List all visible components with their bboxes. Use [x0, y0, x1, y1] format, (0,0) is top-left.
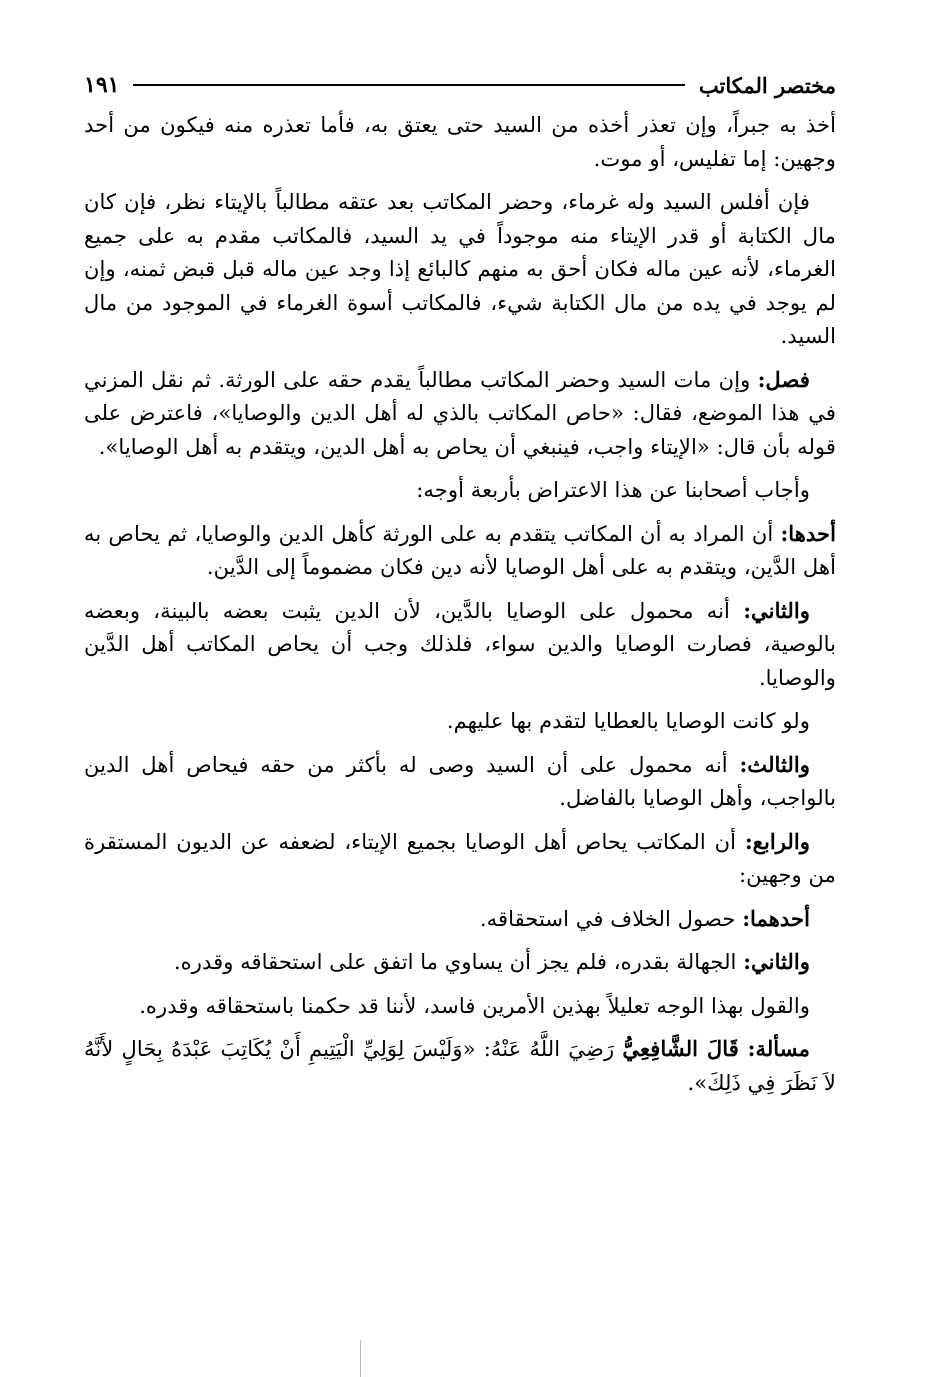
paragraph-8: [84, 748, 836, 815]
paragraph-term: والثاني:: [743, 949, 810, 974]
paragraph-text: ولو كانت الوصايا بالعطايا لتقدم بها عليهم.: [446, 708, 810, 733]
paragraph-11: [84, 945, 836, 979]
paragraph-term: أحدهما:: [742, 905, 810, 931]
paragraph-text: وإن مات السيد وحضر المكاتب مطالباً يقدم حقه على الورثة. ثم نقل المزني في هذا الموضع، فقال: «حاص المكاتب بالذي له أهل الدين والوصايا»، فاعترض على قوله بأن قال: «الإيتاء واجب، فينبغي أن يحاص به أهل الدين، ويتقدم به أهل الوصايا».: [84, 366, 836, 459]
paragraph-text: أنه محمول على الوصايا بالدَّين، لأن الدين يثبت بعضه بالبينة، وبعضه بالوصية، فصارت الوصايا والدين سواء، فلذلك وجب أن يحاص المكاتب أهل الدَّين والوصايا.: [84, 597, 836, 690]
paragraph-10: [84, 902, 836, 936]
paragraph-text: أخذ به جبراً، وإن تعذر أخذه من السيد حتى يعتق به، فأما تعذره منه فيكون من أحد وجهين: إما تفليس، أو موت.: [84, 112, 836, 171]
paragraph-text: أن المراد به أن المكاتب يتقدم به على الورثة كأهل الدين والوصايا، ثم يحاص به أهل الدَّين، ويتقدم به على أهل الوصايا لأنه دين فكان مضموماً إلى الدَّين.: [84, 520, 836, 579]
paragraph-text: الجهالة بقدره، فلم يجز أن يساوي ما اتفق على استحقاقه وقدره.: [173, 949, 737, 974]
paragraph-2: [84, 185, 836, 353]
paragraph-9: [84, 825, 836, 892]
paragraph-7: [84, 704, 836, 738]
paragraph-text: أنه محمول على أن السيد وصى له بأكثر من حقه فيحاص أهل الدين بالواجب، وأهل الوصايا بالفاضل.: [84, 751, 836, 810]
paragraph-1: [84, 108, 836, 175]
paragraph-text: فإن أفلس السيد وله غرماء، وحضر المكاتب بعد عتقه مطالباً بالإيتاء نظر، فإن كان مال الكتابة أو قدر الإيتاء منه موجوداً في يد السيد، فالمكاتب مقدم به على جميع الغرماء، لأنه عين ماله فكان أحق به منهم كالبائع إذا وجد عين ماله قبل قبض ثمنه، وإن لم يوجد في يده من مال الكتابة شيء، فالمكاتب أسوة الغرماء في الموجود من مال السيد.: [84, 189, 836, 348]
body-text: [84, 108, 836, 1099]
paragraph-term: أحدها:: [780, 520, 836, 546]
header-title: مختصر المكاتب: [698, 72, 836, 98]
paragraph-5: [84, 517, 836, 584]
paragraph-6: [84, 594, 836, 695]
page-number: ١٩١: [84, 72, 120, 98]
paragraph-term: والثاني:: [743, 597, 810, 623]
header-rule: [133, 84, 684, 86]
paragraph-text: حصول الخلاف في استحقاقه.: [479, 905, 736, 931]
paragraph-12: [84, 989, 836, 1023]
paragraph-text: وأجاب أصحابنا عن هذا الاعتراض بأربعة أوجه:: [416, 477, 810, 502]
paragraph-term: والثالث:: [739, 751, 810, 777]
paragraph-text: والقول بهذا الوجه تعليلاً بهذين الأمرين فاسد، لأننا قد حكمنا باستحقاقه وقدره.: [139, 992, 810, 1018]
paragraph-term: فصل:: [757, 366, 810, 392]
paragraph-text: رَضِيَ اللَّهُ عَنْهُ: «وَلَيْسَ لِوَلِيِّ الْيَتِيمِ أَنْ يُكَاتِبَ عَبْدَهُ بِحَالٍ لأَنَّهُ لاَ نَظَرَ فِي ذَلِكَ».: [84, 1036, 836, 1095]
paragraph-term: مسألة: قَالَ الشَّافِعِيُّ: [622, 1036, 810, 1061]
running-header: [84, 64, 836, 106]
paragraph-13: [84, 1032, 836, 1099]
paragraph-4: [84, 473, 836, 507]
paragraph-text: أن المكاتب يحاص أهل الوصايا بجميع الإيتاء، لضعفه عن الديون المستقرة من وجهين:: [84, 828, 836, 887]
paragraph-term: والرابع:: [744, 828, 810, 854]
paragraph-3: [84, 363, 836, 464]
page-fold-mark: [360, 1340, 361, 1377]
